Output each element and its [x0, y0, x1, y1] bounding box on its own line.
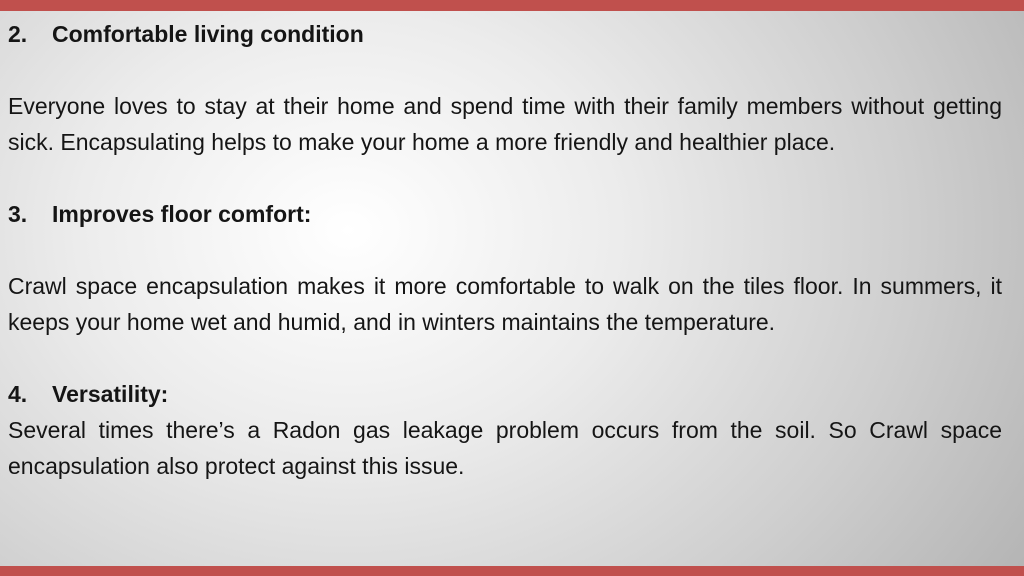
section-number: 3. [8, 201, 28, 227]
section-title: Improves floor comfort: [52, 201, 312, 227]
section-title: Versatility: [52, 381, 169, 407]
section-title: Comfortable living condition [52, 21, 364, 47]
section-paragraph-3: Crawl space encapsulation makes it more comfortable to walk on the tiles floor. In summers, it keeps your home wet and humid, and in winters maintains the temperature. [8, 273, 1002, 335]
spacer [8, 232, 1002, 268]
section-paragraph-4: Several times there’s a Radon gas leakage problem occurs from the soil. So Crawl space encapsulation also protect against this issue. [8, 417, 1002, 479]
bottom-accent-bar [0, 566, 1024, 576]
top-accent-bar [0, 0, 1024, 11]
spacer [8, 160, 1002, 196]
section-heading-3 [8, 196, 1002, 232]
spacer [8, 340, 1002, 376]
slide-content [8, 16, 1002, 484]
section-number: 4. [8, 381, 28, 407]
section-heading-4 [8, 376, 1002, 412]
spacer [8, 52, 1002, 88]
section-number: 2. [8, 21, 28, 47]
section-heading-2 [8, 16, 1002, 52]
section-paragraph-2: Everyone loves to stay at their home and spend time with their family members without getting sick. Encapsulating helps to make your home a more friendly and healthier place. [8, 93, 1002, 155]
